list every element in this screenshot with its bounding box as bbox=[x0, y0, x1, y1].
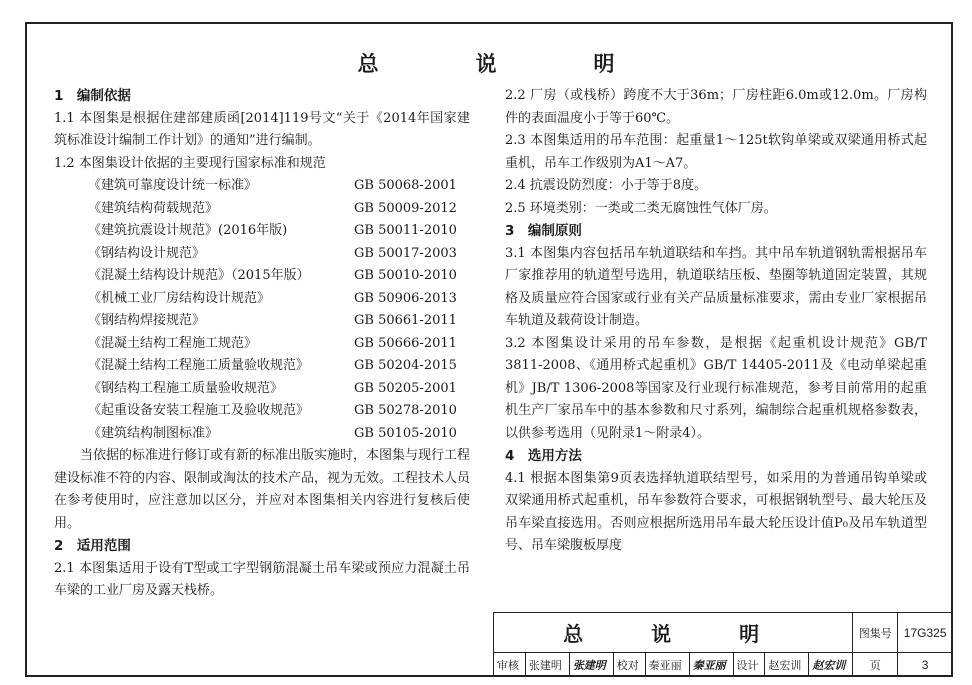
para-4-1: 4.1 根据本图集第9页表选择轨道联结型号，如采用的为普通吊钩单梁或双梁通用桥式起重机，吊车参数符合要求，可根据钢轨型号、最大轮压及吊车梁直接选用。否则应根据所选用吊车最大轮压设计值P₀及吊车轨道型号、吊车梁腹板厚度 bbox=[505, 470, 927, 553]
standard-name: 《建筑结构荷载规范》 bbox=[88, 200, 219, 216]
atlas-number: 17G325 bbox=[898, 613, 953, 653]
standard-name: 《钢结构设计规范》 bbox=[88, 245, 206, 261]
para-3-2: 3.2 本图集设计采用的吊车参数，是根据《起重机设计规范》GB/T 3811-2008、《通用桥式起重机》GB/T 14405-2011及《电动单梁起重机》JB/T 1306-2008等国家及行业现行标准规范，参考目前常用的起重机生产厂家吊车中的基本参数和尺寸系列，编制综合起重机规格参数表，以供参考选用（见附录1～附录4）。 bbox=[505, 335, 927, 441]
designer-name: 赵宏训 bbox=[765, 653, 809, 677]
standard-row bbox=[54, 288, 470, 311]
standard-name: 《建筑结构制图标准》 bbox=[88, 425, 219, 441]
para-2-2: 2.2 厂房（或栈桥）跨度不大于36m；厂房柱距6.0m或12.0m。厂房构件的表面温度小于等于60℃。 bbox=[505, 88, 927, 126]
para-2-5: 2.5 环境类别：一类或二类无腐蚀性气体厂房。 bbox=[505, 200, 777, 216]
para-1-1: 1.1 本图集是根据住建部建质函[2014]119号文“关于《2014年国家建筑标准设计编制工作计划》的通知”进行编制。 bbox=[54, 110, 470, 148]
standards-list bbox=[54, 175, 470, 445]
page-title: 总 说 明 bbox=[357, 52, 653, 76]
standard-code: GB 50661-2011 bbox=[354, 313, 457, 328]
standard-row bbox=[54, 243, 470, 266]
standard-name: 《建筑可靠度设计统一标准》 bbox=[88, 178, 258, 193]
para-3-1: 3.1 本图集内容包括吊车轨道联结和车挡。其中吊车轨道钢轨需根据吊车厂家推荐用的轨道型号选用，轨道联结压板、垫圈等轨道固定装置，其规格及质量应符合国家或行业有关产品质量标准要求，需由专业厂家根据吊车轨道及载荷设计制造。 bbox=[505, 245, 927, 328]
right-column bbox=[505, 85, 927, 558]
standard-name: 《钢结构焊接规范》 bbox=[88, 313, 206, 328]
check-label: 校对 bbox=[613, 653, 645, 677]
para-2-4: 2.4 抗震设防烈度：小于等于8度。 bbox=[505, 178, 708, 193]
standard-row bbox=[54, 378, 470, 401]
standard-row bbox=[54, 198, 470, 221]
title-block bbox=[493, 612, 953, 677]
page-label: 页 bbox=[853, 653, 898, 677]
checker-signature: 秦亚丽 bbox=[689, 653, 733, 677]
para-1-2: 1.2 本图集设计依据的主要现行国家标准和规范 bbox=[54, 155, 326, 171]
standard-row bbox=[54, 400, 470, 423]
standard-name: 《机械工业厂房结构设计规范》 bbox=[88, 290, 271, 306]
title-block-title: 总 说 明 bbox=[494, 613, 853, 653]
section-3-heading: 3 编制原则 bbox=[505, 223, 582, 239]
atlas-label: 图集号 bbox=[853, 613, 898, 653]
standard-code: GB 50105-2010 bbox=[354, 425, 457, 441]
standard-name: 《混凝土结构工程施工质量验收规范》 bbox=[88, 358, 310, 373]
standard-name: 《起重设备安装工程施工及验收规范》 bbox=[88, 403, 310, 418]
standard-code: GB 50017-2003 bbox=[354, 245, 457, 261]
standard-row bbox=[54, 423, 470, 446]
section-4-heading: 4 选用方法 bbox=[505, 448, 582, 464]
reviewer-name: 张建明 bbox=[525, 653, 569, 677]
standard-code: GB 50278-2010 bbox=[354, 403, 457, 418]
standard-row bbox=[54, 175, 470, 198]
standard-code: GB 50010-2010 bbox=[354, 268, 457, 283]
left-column bbox=[54, 85, 470, 603]
review-label: 审核 bbox=[494, 653, 526, 677]
standard-row bbox=[54, 355, 470, 378]
para-2-1: 2.1 本图集适用于设有T型或工字型钢筋混凝土吊车梁或预应力混凝土吊车梁的工业厂房及露天栈桥。 bbox=[54, 560, 470, 598]
para-1-note: 当依据的标准进行修订或有新的标准出版实施时，本图集与现行工程建设标准不符的内容、限制或淘汰的技术产品，视为无效。工程技术人员在参考使用时，应注意加以区分，并应对本图集相关内容进行复核后使用。 bbox=[54, 448, 471, 531]
standard-name: 《混凝土结构设计规范》（2015年版） bbox=[88, 268, 310, 283]
standard-code: GB 50009-2012 bbox=[354, 200, 457, 216]
standard-name: 《钢结构工程施工质量验收规范》 bbox=[88, 380, 284, 396]
standard-row bbox=[54, 265, 470, 288]
checker-name: 秦亚丽 bbox=[645, 653, 689, 677]
para-2-3: 2.3 本图集适用的吊车范围：起重量1～125t软钩单梁或双梁通用桥式起重机，吊车工作级别为A1～A7。 bbox=[505, 133, 927, 171]
standard-name: 《建筑抗震设计规范》(2016年版) bbox=[88, 223, 288, 238]
design-label: 设计 bbox=[733, 653, 765, 677]
standard-code: GB 50666-2011 bbox=[354, 335, 457, 351]
section-2-heading: 2 适用范围 bbox=[54, 538, 131, 554]
standard-row bbox=[54, 310, 470, 333]
page-number: 3 bbox=[898, 653, 953, 677]
reviewer-signature: 张建明 bbox=[569, 653, 613, 677]
designer-signature: 赵宏训 bbox=[809, 653, 853, 677]
standard-code: GB 50068-2001 bbox=[354, 178, 457, 193]
standard-code: GB 50204-2015 bbox=[354, 358, 457, 373]
section-1-heading: 1 编制依据 bbox=[54, 88, 131, 104]
standard-code: GB 50205-2001 bbox=[354, 380, 457, 396]
standard-name: 《混凝土结构工程施工规范》 bbox=[88, 335, 258, 351]
standard-row bbox=[54, 220, 470, 243]
standard-row bbox=[54, 333, 470, 356]
standard-code: GB 50906-2013 bbox=[354, 290, 457, 306]
standard-code: GB 50011-2010 bbox=[354, 223, 457, 238]
